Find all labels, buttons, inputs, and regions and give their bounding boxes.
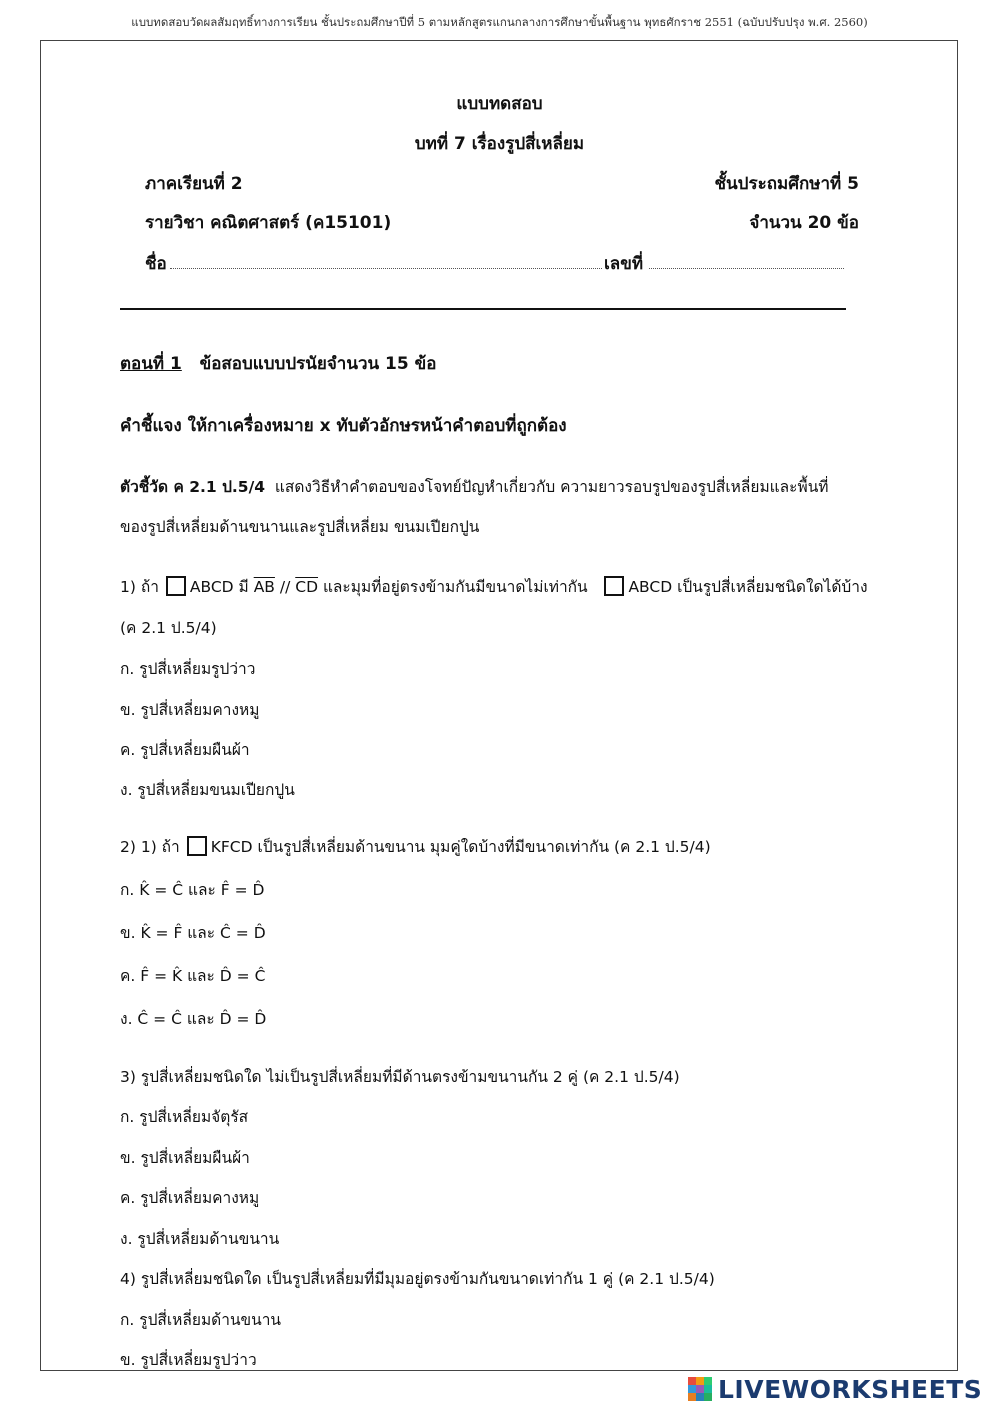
question-2 <box>120 834 711 859</box>
indicator-line-1 <box>120 474 829 499</box>
q4-option-a[interactable]: ก. รูปสี่เหลี่ยมด้านขนาน <box>120 1311 282 1329</box>
page-title: แบบทดสอบ <box>456 94 543 114</box>
subject-label: รายวิชา คณิตศาสตร์ (ค15101) <box>145 213 392 233</box>
indicator-text: แสดงวิธีหำคำตอบของโจทย์ปัญหำเกี่ยวกับ ความยาวรอบรูปของรูปสี่เหลี่ยมและพื้นที่ <box>274 478 829 496</box>
q1-condition: และมุมที่อยู่ตรงข้ามกันมีขนาดไม่เท่ากัน <box>318 578 588 596</box>
q3-option-a[interactable]: ก. รูปสี่เหลี่ยมจัตุรัส <box>120 1108 249 1126</box>
logo-tile <box>704 1393 712 1401</box>
semester-label: ภาคเรียนที่ 2 <box>145 174 243 194</box>
q2-prefix: 2) 1) ถ้า <box>120 838 180 856</box>
q1-ref: (ค 2.1 ป.5/4) <box>120 619 217 637</box>
q3-option-c[interactable]: ค. รูปสี่เหลี่ยมคางหมู <box>120 1189 260 1207</box>
logo-tile <box>688 1393 696 1401</box>
logo-text: LIVEWORKSHEETS <box>718 1374 983 1404</box>
q2-option-c[interactable]: ค. F̂ = K̂ และ D̂ = Ĉ <box>120 967 266 985</box>
q1-option-c[interactable]: ค. รูปสี่เหลี่ยมผืนผ้า <box>120 741 250 759</box>
q1-segment-ab: $\overline{AB}$ <box>253 578 275 596</box>
q1-segment-cd: $\overline{CD}$ <box>295 578 319 596</box>
q1-parallel: // <box>274 578 296 596</box>
divider <box>120 308 846 310</box>
part-text: ข้อสอบแบบปรนัยจำนวน 15 ข้อ <box>199 354 437 374</box>
q1-option-a[interactable]: ก. รูปสี่เหลี่ยมรูปว่าว <box>120 660 256 678</box>
q1-shape: ABCD มี <box>189 578 249 596</box>
question-1 <box>120 574 868 599</box>
q1-prefix: 1) ถ้า <box>120 578 159 596</box>
instruction: คำชี้แจง ให้กาเครื่องหมาย x ทับตัวอักษรหน้าคำตอบที่ถูกต้อง <box>120 416 567 436</box>
logo-tile <box>688 1385 696 1393</box>
logo-tile <box>704 1385 712 1393</box>
q1-option-b[interactable]: ข. รูปสี่เหลี่ยมคางหมู <box>120 701 260 719</box>
indicator-label: ตัวชี้วัด ค 2.1 ป.5/4 <box>120 478 266 496</box>
q2-option-b[interactable]: ข. K̂ = F̂ และ Ĉ = D̂ <box>120 924 266 942</box>
number-field[interactable] <box>649 268 844 269</box>
header-note: แบบทดสอบวัดผลสัมฤทธิ์ทางการเรียน ชั้นประถมศึกษาปีที่ 5 ตามหลักสูตรแกนกลางการศึกษาขั้นพื้นฐาน พุทธศักราช 2551 (ฉบับปรับปรุง พ.ศ. 2560) <box>131 15 868 29</box>
name-label: ชื่อ <box>145 254 167 274</box>
page-subtitle: บทที่ 7 เรื่องรูปสี่เหลี่ยม <box>414 134 585 154</box>
square-symbol-icon <box>166 576 186 596</box>
question-3: 3) รูปสี่เหลี่ยมชนิดใด ไม่เป็นรูปสี่เหลี่ยมที่มีด้านตรงข้ามขนานกัน 2 คู่ (ค 2.1 ป.5/4) <box>120 1068 680 1086</box>
q1-question: ABCD เป็นรูปสี่เหลี่ยมชนิดใดได้บ้าง <box>628 578 868 596</box>
logo-tile <box>696 1377 704 1385</box>
part-label: ตอนที่ 1 <box>120 354 182 374</box>
part-heading <box>120 350 436 377</box>
question-4: 4) รูปสี่เหลี่ยมชนิดใด เป็นรูปสี่เหลี่ยมที่มีมุมอยู่ตรงข้ามกันขนาดเท่ากัน 1 คู่ (ค 2.1 ป.5/4) <box>120 1270 715 1288</box>
q1-option-d[interactable]: ง. รูปสี่เหลี่ยมขนมเปียกปูน <box>120 781 295 799</box>
square-symbol-icon <box>604 576 624 596</box>
indicator-line-2: ของรูปสี่เหลี่ยมด้านขนานและรูปสี่เหลี่ยม ขนมเปียกปูน <box>120 518 480 536</box>
question-count: จำนวน 20 ข้อ <box>749 213 859 233</box>
q2-question: KFCD เป็นรูปสี่เหลี่ยมด้านขนาน มุมคู่ใดบ้างที่มีขนาดเท่ากัน (ค 2.1 ป.5/4) <box>210 838 711 856</box>
q2-option-a[interactable]: ก. K̂ = Ĉ และ F̂ = D̂ <box>120 881 265 899</box>
logo-tile <box>704 1377 712 1385</box>
q2-option-d[interactable]: ง. Ĉ = Ĉ และ D̂ = D̂ <box>120 1010 267 1028</box>
logo-tile <box>696 1393 704 1401</box>
liveworksheets-logo[interactable] <box>688 1374 982 1404</box>
grade-label: ชั้นประถมศึกษาที่ 5 <box>714 174 859 194</box>
q4-option-b[interactable]: ข. รูปสี่เหลี่ยมรูปว่าว <box>120 1351 257 1369</box>
q3-option-d[interactable]: ง. รูปสี่เหลี่ยมด้านขนาน <box>120 1230 280 1248</box>
name-field[interactable] <box>170 268 602 269</box>
number-label: เลขที่ <box>604 254 644 274</box>
square-symbol-icon <box>187 836 207 856</box>
q3-option-b[interactable]: ข. รูปสี่เหลี่ยมผืนผ้า <box>120 1149 250 1167</box>
logo-mark-icon <box>688 1377 714 1401</box>
logo-tile <box>696 1385 704 1393</box>
logo-tile <box>688 1377 696 1385</box>
